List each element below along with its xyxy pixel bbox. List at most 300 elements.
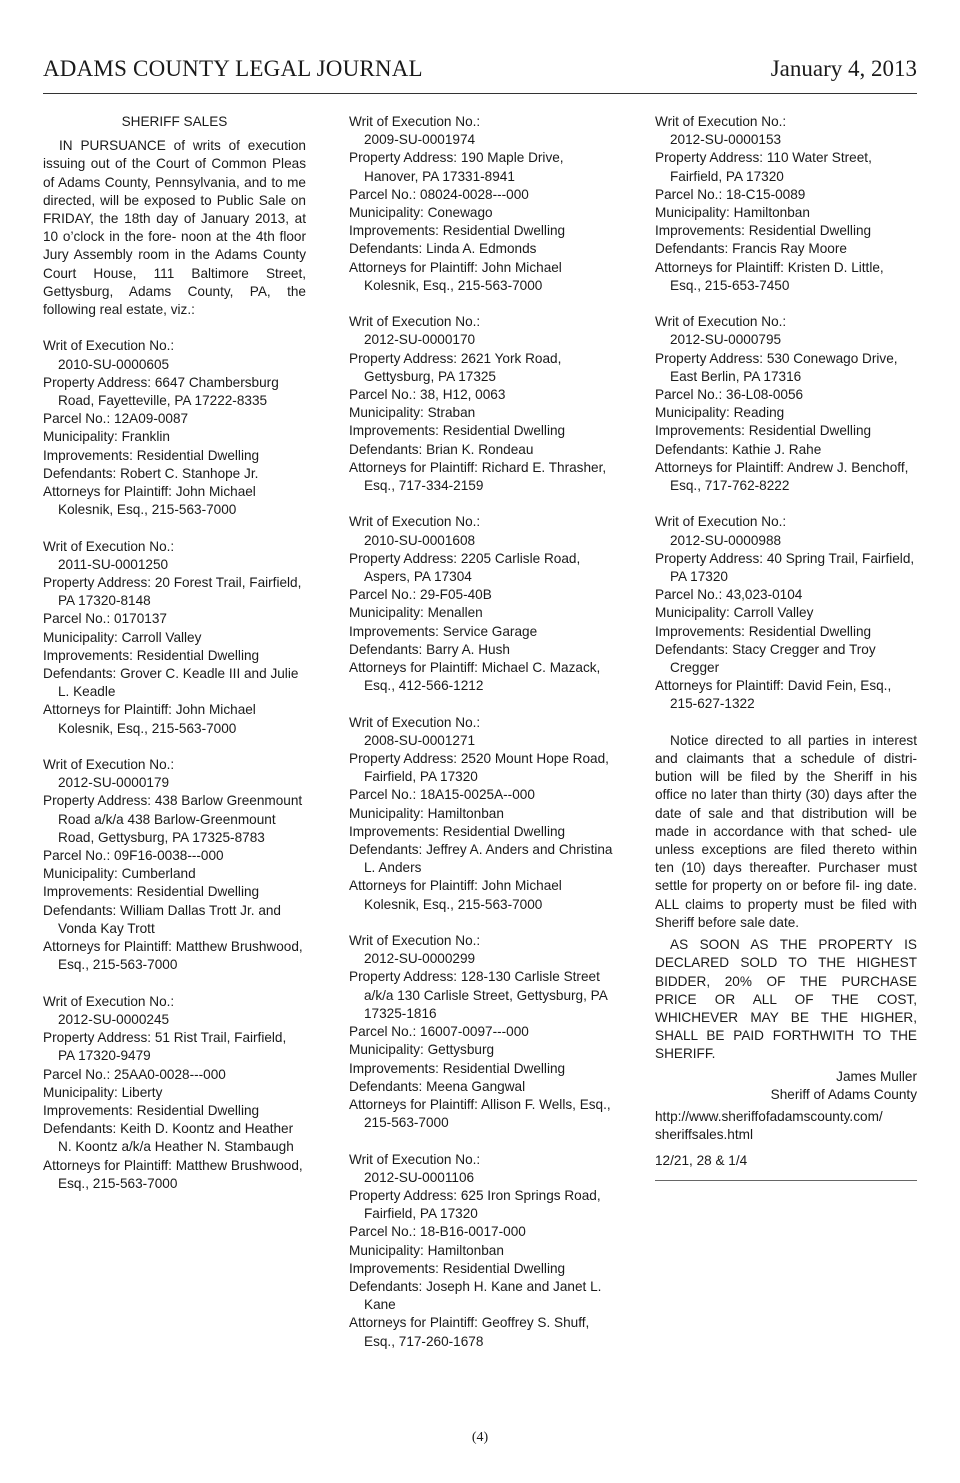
writ-number-value: 2012-SU-0000179 — [58, 775, 170, 791]
writ-number-value: 2011-SU-0001250 — [58, 556, 169, 572]
defendants-value: Francis Ray Moore — [732, 241, 847, 257]
municipality-label: Municipality: — [349, 1042, 428, 1058]
defendants-label: Defendants: — [349, 641, 427, 657]
attorneys-value: Richard E. Thrasher, Esq., 717-334-2159 — [364, 459, 607, 494]
municipality-label: Municipality: — [349, 605, 428, 621]
municipality — [655, 204, 917, 222]
address-label: Property Address: — [655, 550, 767, 566]
municipality — [43, 629, 306, 647]
issue-date: January 4, 2013 — [770, 56, 917, 81]
improvements — [655, 222, 917, 240]
sale-listing — [349, 1151, 614, 1351]
parcel-value: 18A15-0025A--000 — [420, 787, 535, 803]
municipality-value: Carroll Valley — [733, 605, 814, 621]
writ-number-value: 2012-SU-0000245 — [58, 1011, 170, 1027]
defendants — [349, 641, 614, 659]
municipality — [349, 604, 614, 622]
municipality — [655, 404, 917, 422]
improvements-value: Residential Dwelling — [136, 647, 260, 663]
improvements-value: Residential Dwelling — [136, 1102, 260, 1118]
parcel-number — [349, 386, 614, 404]
writ-number — [655, 331, 917, 349]
attorneys — [43, 938, 306, 974]
writ-number — [349, 1169, 614, 1187]
municipality-value: Conewago — [427, 205, 493, 221]
defendants — [349, 1078, 614, 1096]
parcel-label: Parcel No.: — [43, 1066, 115, 1082]
writ-label-text: Writ of Execution No.: — [349, 933, 481, 949]
defendants-label: Defendants: — [655, 241, 733, 257]
notice-paragraph: Notice directed to all parties in interest and claimants that a schedule of distri- bution will be filed by the Sheriff in his office no later than thirty (30) days after the date of sale and that distribution will be made in accordance with that sched- ule unless exceptions are filed thereto within ten (10) days thereafter. Purchaser must settle for property on or before fil- ing date. ALL claims to property must be filed with Sheriff before sale date. — [655, 732, 917, 930]
improvements-value: Residential Dwelling — [136, 447, 260, 463]
address-label: Property Address: — [349, 751, 461, 767]
defendants-value: Joseph H. Kane and Janet L. Kane — [364, 1278, 602, 1313]
deposit-notice: AS SOON AS THE PROPERTY IS DECLARED SOLD TO THE HIGHEST BIDDER, 20% OF THE PURCHASE PRICE OR ALL OF THE COST, WHICHEVER MAY BE THE HIGHER, SHALL BE PAID FORTHWITH TO THE SHERIFF. — [655, 937, 917, 1062]
sale-listing — [349, 113, 614, 295]
municipality — [43, 865, 306, 883]
sale-listing — [655, 513, 917, 713]
writ-label — [655, 513, 917, 531]
parcel-number — [349, 786, 614, 804]
municipality-value: Straban — [427, 405, 476, 421]
address-value: 51 Rist Trail, Fairfield, PA 17320-9479 — [58, 1030, 287, 1064]
writ-number-value: 2012-SU-0000153 — [670, 132, 782, 148]
improvements — [43, 1102, 306, 1120]
sale-listing — [655, 113, 917, 295]
defendants-value: Keith D. Koontz and Heather N. Koontz a/k/a Heather N. Stambaugh — [58, 1121, 294, 1155]
address-value: 128-130 Carlisle Street a/k/a 130 Carlisle Street, Gettysburg, PA 17325-1816 — [364, 969, 608, 1021]
address-value: 190 Maple Drive, Hanover, PA 17331-8941 — [364, 150, 564, 184]
municipality-value: Reading — [733, 405, 785, 421]
parcel-value: 09F16-0038---000 — [114, 848, 224, 864]
attorneys-label: Attorneys for Plaintiff: — [349, 459, 482, 475]
municipality — [349, 1242, 614, 1260]
attorneys-value: Michael C. Mazack, Esq., 412-566-1212 — [364, 660, 601, 694]
writ-number-value: 2012-SU-0000988 — [670, 532, 782, 548]
writ-label — [43, 538, 306, 556]
signature-title: Sheriff of Adams County — [770, 1086, 917, 1102]
parcel-value: 38, H12, 0063 — [420, 387, 506, 403]
parcel-number — [349, 586, 614, 604]
writ-label — [349, 714, 614, 732]
improvements-label: Improvements: — [655, 623, 749, 639]
address-value: 110 Water Street, Fairfield, PA 17320 — [670, 150, 872, 184]
parcel-label: Parcel No.: — [43, 411, 115, 427]
municipality-value: Menallen — [427, 605, 483, 621]
writ-number-value: 2012-SU-0001106 — [364, 1169, 475, 1185]
defendants — [349, 441, 614, 459]
signature-name: James Muller — [836, 1068, 917, 1084]
address-value: 2205 Carlisle Road, Aspers, PA 17304 — [364, 550, 581, 585]
defendants — [43, 902, 306, 938]
improvements — [43, 647, 306, 665]
improvements-label: Improvements: — [43, 647, 137, 663]
writ-number — [349, 732, 614, 750]
attorneys-label: Attorneys for Plaintiff: — [349, 1315, 482, 1331]
attorneys-value: John Michael Kolesnik, Esq., 215-563-7000 — [58, 702, 256, 736]
defendants-label: Defendants: — [43, 902, 121, 918]
column-1 — [43, 113, 306, 1211]
defendants-value: Meena Gangwal — [426, 1078, 526, 1094]
writ-label-text: Writ of Execution No.: — [655, 514, 787, 530]
writ-number-value: 2012-SU-0000795 — [670, 332, 782, 348]
defendants — [655, 240, 917, 258]
municipality-value: Hamiltonban — [427, 805, 504, 821]
parcel-number — [43, 1066, 306, 1084]
defendants-value: Brian K. Rondeau — [426, 441, 534, 457]
address-value: 2621 York Road, Gettysburg, PA 17325 — [364, 350, 562, 384]
writ-number-value: 2012-SU-0000299 — [364, 951, 476, 967]
defendants-label: Defendants: — [349, 1078, 427, 1094]
parcel-number — [655, 586, 917, 604]
writ-number-value: 2010-SU-0000605 — [58, 356, 170, 372]
parcel-number — [349, 186, 614, 204]
defendants-label: Defendants: — [655, 441, 733, 457]
improvements-value: Residential Dwelling — [748, 623, 872, 639]
municipality-label: Municipality: — [349, 205, 428, 221]
attorneys-value: Matthew Brushwood, Esq., 215-563-7000 — [58, 939, 303, 973]
writ-label — [349, 113, 614, 131]
address-value: 2520 Mount Hope Road, Fairfield, PA 17320 — [364, 751, 609, 785]
writ-number — [655, 532, 917, 550]
defendants-label: Defendants: — [43, 465, 121, 481]
improvements-label: Improvements: — [349, 1260, 443, 1276]
writ-label-text: Writ of Execution No.: — [349, 514, 481, 530]
improvements-value: Residential Dwelling — [442, 1260, 566, 1276]
attorneys-value: John Michael Kolesnik, Esq., 215-563-7000 — [364, 259, 562, 293]
parcel-value: 12A09-0087 — [114, 411, 189, 427]
writ-label — [43, 337, 306, 355]
sale-listing — [43, 756, 306, 974]
writ-label-text: Writ of Execution No.: — [43, 757, 175, 773]
municipality-value: Cumberland — [121, 866, 196, 882]
writ-number — [43, 774, 306, 792]
writ-label-text: Writ of Execution No.: — [349, 314, 481, 330]
attorneys-label: Attorneys for Plaintiff: — [349, 1096, 481, 1112]
address-label: Property Address: — [655, 150, 767, 166]
parcel-label: Parcel No.: — [349, 1224, 421, 1240]
writ-label-text: Writ of Execution No.: — [43, 993, 175, 1009]
writ-number — [655, 131, 917, 149]
parcel-number — [349, 1023, 614, 1041]
publication-dates: 12/21, 28 & 1/4 — [655, 1153, 748, 1169]
municipality-label: Municipality: — [349, 1242, 428, 1258]
address-value: 20 Forest Trail, Fairfield, PA 17320-8148 — [58, 575, 302, 609]
municipality — [349, 805, 614, 823]
defendants — [43, 465, 306, 483]
improvements-label: Improvements: — [349, 623, 443, 639]
writ-label-text: Writ of Execution No.: — [349, 114, 481, 129]
writ-number — [349, 950, 614, 968]
column-3-entries — [655, 113, 917, 714]
attorneys — [349, 1314, 614, 1350]
improvements-value: Residential Dwelling — [442, 1060, 566, 1076]
improvements-label: Improvements: — [43, 1102, 137, 1118]
writ-label — [43, 993, 306, 1011]
attorneys-label: Attorneys for Plaintiff: — [349, 660, 482, 676]
writ-number-value: 2008-SU-0001271 — [364, 732, 476, 748]
writ-label-text: Writ of Execution No.: — [43, 338, 175, 354]
municipality-label: Municipality: — [43, 429, 122, 445]
spacer — [43, 319, 306, 337]
intro-paragraph: IN PURSUANCE of writs of execution issuing out of the Court of Common Pleas of Adams County, Pennsylvania, and to me directed, will be exposed to Public Sale on FRIDAY, the 18th day of January 2013, at 10 o’clock in the fore- noon at the 4th floor Jury Assembly room in the Adams County Court House, 111 Baltimore Street, Gettysburg, Adams County, PA, the following real estate, viz.: — [43, 138, 306, 318]
property-address — [655, 550, 917, 586]
defendants — [349, 1278, 614, 1314]
attorneys — [349, 1096, 614, 1132]
attorneys-label: Attorneys for Plaintiff: — [43, 484, 176, 500]
municipality — [43, 428, 306, 446]
municipality-label: Municipality: — [43, 629, 122, 645]
improvements-label: Improvements: — [349, 423, 443, 439]
property-address — [349, 350, 614, 386]
sale-listing — [349, 313, 614, 495]
defendants-value: Grover C. Keadle III and Julie L. Keadle — [58, 666, 299, 700]
improvements — [349, 623, 614, 641]
parcel-number — [655, 386, 917, 404]
parcel-value: 25AA0-0028---000 — [114, 1066, 226, 1082]
header-rule — [43, 93, 917, 94]
municipality-label: Municipality: — [655, 605, 734, 621]
sale-listing — [349, 932, 614, 1132]
municipality-value: Hamiltonban — [733, 205, 810, 221]
attorneys — [655, 459, 917, 495]
address-label: Property Address: — [43, 575, 155, 591]
address-label: Property Address: — [349, 969, 461, 985]
parcel-value: 36-L08-0056 — [726, 387, 804, 403]
attorneys — [349, 459, 614, 495]
writ-label — [349, 313, 614, 331]
parcel-label: Parcel No.: — [349, 1024, 421, 1040]
municipality-label: Municipality: — [349, 405, 428, 421]
parcel-value: 08024-0028---000 — [420, 186, 529, 202]
attorneys — [349, 877, 614, 913]
municipality-label: Municipality: — [43, 866, 122, 882]
parcel-label: Parcel No.: — [349, 186, 421, 202]
address-value: 6647 Chambersburg Road, Fayetteville, PA 17222-8335 — [58, 374, 279, 409]
address-label: Property Address: — [43, 793, 155, 809]
parcel-number — [43, 410, 306, 428]
property-address — [349, 149, 614, 185]
defendants-value: Kathie J. Rahe — [732, 441, 822, 457]
writ-number-value: 2012-SU-0000170 — [364, 332, 476, 348]
municipality — [349, 1041, 614, 1059]
improvements-label: Improvements: — [349, 1060, 443, 1076]
improvements — [349, 422, 614, 440]
address-label: Property Address: — [349, 350, 461, 366]
municipality-label: Municipality: — [655, 405, 734, 421]
sale-listing — [349, 714, 614, 914]
journal-title: ADAMS COUNTY LEGAL JOURNAL — [43, 56, 423, 81]
attorneys — [349, 259, 614, 295]
improvements — [43, 447, 306, 465]
address-label: Property Address: — [349, 550, 461, 566]
attorneys-label: Attorneys for Plaintiff: — [655, 678, 788, 694]
address-value: 625 Iron Springs Road, Fairfield, PA 17320 — [364, 1187, 601, 1222]
municipality-value: Gettysburg — [427, 1042, 495, 1058]
address-label: Property Address: — [349, 150, 461, 166]
municipality-value: Hamiltonban — [427, 1242, 504, 1258]
address-label: Property Address: — [43, 1030, 155, 1046]
property-address — [349, 968, 614, 1023]
parcel-value: 43,023-0104 — [726, 587, 803, 603]
attorneys — [43, 701, 306, 737]
improvements-value: Residential Dwelling — [442, 223, 566, 239]
property-address — [655, 149, 917, 185]
improvements-label: Improvements: — [655, 223, 749, 239]
defendants-label: Defendants: — [349, 441, 427, 457]
defendants-label: Defendants: — [349, 842, 427, 858]
improvements-value: Service Garage — [442, 623, 538, 639]
defendants-label: Defendants: — [655, 641, 733, 657]
parcel-label: Parcel No.: — [655, 587, 727, 603]
improvements — [655, 422, 917, 440]
property-address — [349, 1187, 614, 1223]
improvements — [349, 823, 614, 841]
attorneys-value: Geoffrey S. Shuff, Esq., 717-260-1678 — [364, 1315, 590, 1349]
defendants — [655, 641, 917, 677]
writ-number-value: 2009-SU-0001974 — [364, 132, 476, 148]
defendants-label: Defendants: — [349, 1278, 427, 1294]
improvements — [349, 222, 614, 240]
parcel-label: Parcel No.: — [43, 848, 115, 864]
improvements-value: Residential Dwelling — [136, 884, 260, 900]
writ-number — [43, 356, 306, 374]
property-address — [43, 1029, 306, 1065]
attorneys-value: Andrew J. Benchoff, Esq., 717-762-8222 — [670, 459, 909, 494]
improvements-value: Residential Dwelling — [442, 823, 566, 839]
defendants — [349, 240, 614, 258]
writ-number — [349, 532, 614, 550]
sale-listing — [349, 513, 614, 695]
writ-label — [655, 313, 917, 331]
address-label: Property Address: — [349, 1187, 461, 1203]
parcel-number — [349, 1223, 614, 1241]
column-1-entries — [43, 337, 306, 1193]
attorneys-value: Allison F. Wells, Esq., 215-563-7000 — [364, 1096, 611, 1131]
property-address — [349, 550, 614, 586]
defendants — [43, 1120, 306, 1156]
column-3 — [655, 113, 917, 1181]
improvements — [349, 1060, 614, 1078]
sale-listing — [655, 313, 917, 495]
property-address — [655, 350, 917, 386]
writ-number — [349, 331, 614, 349]
attorneys — [349, 659, 614, 695]
municipality-label: Municipality: — [349, 805, 428, 821]
defendants-label: Defendants: — [43, 666, 121, 682]
sheriff-url[interactable]: http://www.sheriffofadamscounty.com/ sheriffsales.html — [655, 1108, 883, 1143]
address-value: 530 Conewago Drive, East Berlin, PA 17316 — [670, 350, 898, 384]
attorneys-value: Matthew Brushwood, Esq., 215-563-7000 — [58, 1157, 303, 1191]
municipality — [655, 604, 917, 622]
attorneys-value: David Fein, Esq., 215-627-1322 — [670, 678, 892, 712]
sale-listing — [43, 538, 306, 738]
parcel-number — [43, 610, 306, 628]
parcel-label: Parcel No.: — [349, 387, 421, 403]
parcel-value: 0170137 — [114, 611, 167, 627]
writ-number — [349, 131, 614, 149]
parcel-value: 29-F05-40B — [420, 587, 492, 603]
address-label: Property Address: — [655, 350, 767, 366]
improvements-label: Improvements: — [655, 423, 749, 439]
attorneys-label: Attorneys for Plaintiff: — [349, 259, 482, 275]
column-2 — [349, 113, 614, 1369]
writ-label — [655, 113, 917, 131]
property-address — [349, 750, 614, 786]
attorneys — [43, 483, 306, 519]
address-value: 40 Spring Trail, Fairfield, PA 17320 — [670, 550, 915, 585]
municipality-label: Municipality: — [43, 1084, 122, 1100]
parcel-number — [43, 847, 306, 865]
writ-label-text: Writ of Execution No.: — [349, 714, 481, 730]
municipality — [349, 204, 614, 222]
attorneys-label: Attorneys for Plaintiff: — [655, 459, 787, 475]
page-header — [43, 52, 917, 92]
parcel-label: Parcel No.: — [349, 787, 421, 803]
sale-listing — [43, 993, 306, 1193]
property-address — [43, 792, 306, 847]
municipality-label: Municipality: — [655, 205, 734, 221]
municipality — [349, 404, 614, 422]
parcel-value: 18-C15-0089 — [726, 186, 806, 202]
improvements-label: Improvements: — [349, 223, 443, 239]
property-address — [43, 574, 306, 610]
property-address — [43, 374, 306, 410]
improvements-value: Residential Dwelling — [748, 223, 872, 239]
defendants-label: Defendants: — [349, 241, 427, 257]
improvements-label: Improvements: — [43, 884, 137, 900]
writ-label-text: Writ of Execution No.: — [655, 314, 787, 330]
attorneys-value: Kristen D. Little, Esq., 215-653-7450 — [670, 259, 884, 293]
defendants-label: Defendants: — [43, 1121, 121, 1137]
defendants — [349, 841, 614, 877]
address-label: Property Address: — [43, 374, 155, 390]
writ-label — [349, 513, 614, 531]
attorneys-label: Attorneys for Plaintiff: — [43, 702, 176, 718]
defendants — [43, 665, 306, 701]
improvements-value: Residential Dwelling — [442, 423, 566, 439]
defendants-value: Jeffrey A. Anders and Christina L. Anders — [364, 842, 613, 876]
writ-label — [349, 932, 614, 950]
end-rule — [655, 1180, 917, 1181]
parcel-number — [655, 186, 917, 204]
defendants-value: Robert C. Stanhope Jr. — [120, 465, 259, 481]
improvements-value: Residential Dwelling — [748, 423, 872, 439]
attorneys-label: Attorneys for Plaintiff: — [349, 878, 482, 894]
writ-label-text: Writ of Execution No.: — [349, 1151, 481, 1167]
municipality-value: Carroll Valley — [121, 629, 202, 645]
writ-number — [43, 556, 306, 574]
attorneys-label: Attorneys for Plaintiff: — [43, 939, 176, 955]
address-value: 438 Barlow Greenmount Road a/k/a 438 Barlow-Greenmount Road, Gettysburg, PA 17325-8783 — [58, 793, 303, 845]
attorneys — [655, 677, 917, 713]
page-number: (4) — [471, 1430, 489, 1445]
writ-label-text: Writ of Execution No.: — [43, 538, 175, 554]
defendants-value: Stacy Cregger and Troy Cregger — [670, 641, 876, 676]
parcel-value: 16007-0097---000 — [420, 1024, 529, 1040]
attorneys-value: John Michael Kolesnik, Esq., 215-563-7000 — [58, 484, 256, 518]
improvements-label: Improvements: — [349, 823, 443, 839]
parcel-label: Parcel No.: — [43, 611, 115, 627]
section-title: SHERIFF SALES — [121, 114, 228, 129]
parcel-label: Parcel No.: — [349, 587, 421, 603]
writ-number-value: 2010-SU-0001608 — [364, 532, 476, 548]
improvements-label: Improvements: — [43, 447, 137, 463]
sale-listing — [43, 337, 306, 519]
defendants — [655, 441, 917, 459]
defendants-value: William Dallas Trott Jr. and Vonda Kay Trott — [58, 902, 281, 936]
municipality-value: Liberty — [121, 1084, 163, 1100]
